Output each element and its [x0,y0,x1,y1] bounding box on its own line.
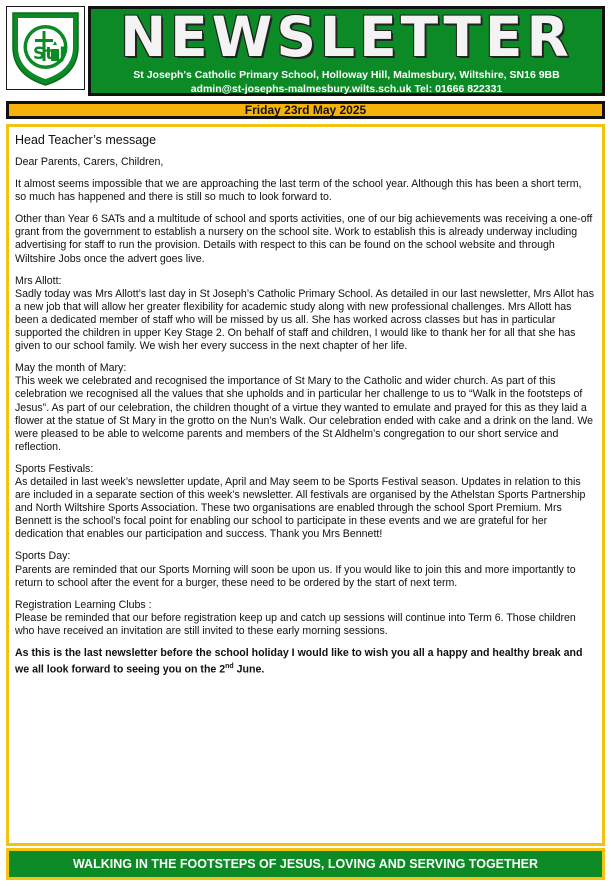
section-body: Please be reminded that our before registration keep up and catch up sessions will continue into Term 6. Those children who have received an invitation are still invited to these early morning sessions. [15,611,576,637]
section-sports-day [15,550,595,589]
school-motto-footer: WALKING IN THE FOOTSTEPS OF JESUS, LOVING AND SERVING TOGETHER [6,848,605,880]
closing-superscript: nd [225,663,234,671]
school-contact: admin@st-josephs-malmesbury.wilts.sch.uk Tel: 01666 822331 [190,83,503,95]
school-address: St Joseph's Catholic Primary School, Holloway Hill, Malmesbury, Wiltshire, SN16 9BB [133,69,560,81]
section-sports-festivals [15,463,595,542]
section-mrs-allott [15,275,595,354]
newsletter-date: Friday 23rd May 2025 [6,101,605,119]
section-title: Sports Day: [15,550,71,563]
section-body: As detailed in last week’s newsletter update, April and May seem to be Sports Festival season. Updates in relation to this are included in a separate section of this week’s newsletter. All festivals are organised by the Athelstan Sports Partnership and North Wiltshire Sports Association. These two organisations are enabled through the school Sport Premium. Mrs Bennett is the school’s focal point for enabling our school to participate in these events and we are grateful for her dedication that enables our participation and success. Thank you Mrs Bennett! [15,475,586,541]
school-logo [6,6,85,90]
message-heading: Head Teacher’s message [15,133,157,147]
nursery-paragraph: Other than Year 6 SATs and a multitude of school and sports activities, one of our big achievements was receiving a one-off grant from the government to establish a nursery on the school site. Work to establish this is already underway including advertising for staff to run the provision. Details with respect to this can be found on the school website and through Wiltshire Jobs once the advert goes live. [15,213,593,265]
section-body: Sadly today was Mrs Allott’s last day in St Joseph’s Catholic Primary School. As detailed in our last newsletter, Mrs Allot has a new job that will allow her greater flexibility for academic study along with new professional challenges. Mrs Allott has been a dedicated member of staff who will be missed by us all. She has worked across classes but has in particular supported the children in upper Key Stage 2. On behalf of staff and children, I would like to thank her for all that she has given to our school family. We wish her every success in the next chapter of her life. [15,287,594,353]
closing-end: June. [233,663,265,676]
section-title: Sports Festivals: [15,462,94,475]
section-title: Registration Learning Clubs : [15,598,152,611]
intro-paragraph: It almost seems impossible that we are approaching the last term of the school year. Although this has been a short term, so much has happened and there is still so much to look forward to. [15,178,582,204]
section-month-of-mary [15,362,595,454]
closing-text: As this is the last newsletter before the school holiday I would like to wish you all a happy and healthy break and we all look forward to seeing you on the 2 [15,647,583,676]
section-title: May the month of Mary: [15,362,127,375]
newsletter-banner [88,6,605,96]
logo-lettering: St J [33,44,66,64]
newsletter-title: NEWSLETTER [120,5,573,69]
section-registration-clubs [15,599,595,638]
section-body: This week we celebrated and recognised the importance of St Mary to the Catholic and wider church. As part of this celebration we recognised all the values that she upholds and in particular her challenge to us to “Walk in the footsteps of Jesus”. As part of our celebration, the children thought of a virtue they wanted to emulate and prayed for this as they laid a flower at the statue of St Mary in the grotto on the Nun’s Walk. Our celebration ended with cake and a drink on the land. We were pleased to be able to welcome parents and members of the St Aldhelm’s congregation to our short service and reflection. [15,375,594,453]
section-title: Mrs Allott: [15,274,62,287]
head-teacher-message [6,124,605,846]
closing-paragraph [15,647,595,677]
school-crest-icon [7,7,84,89]
salutation: Dear Parents, Carers, Children, [15,156,164,168]
section-body: Parents are reminded that our Sports Morning will soon be upon us. If you would like to join this and more importantly to return to school after the event for a burger, these need to be ordered by the start of next term. [15,563,576,589]
